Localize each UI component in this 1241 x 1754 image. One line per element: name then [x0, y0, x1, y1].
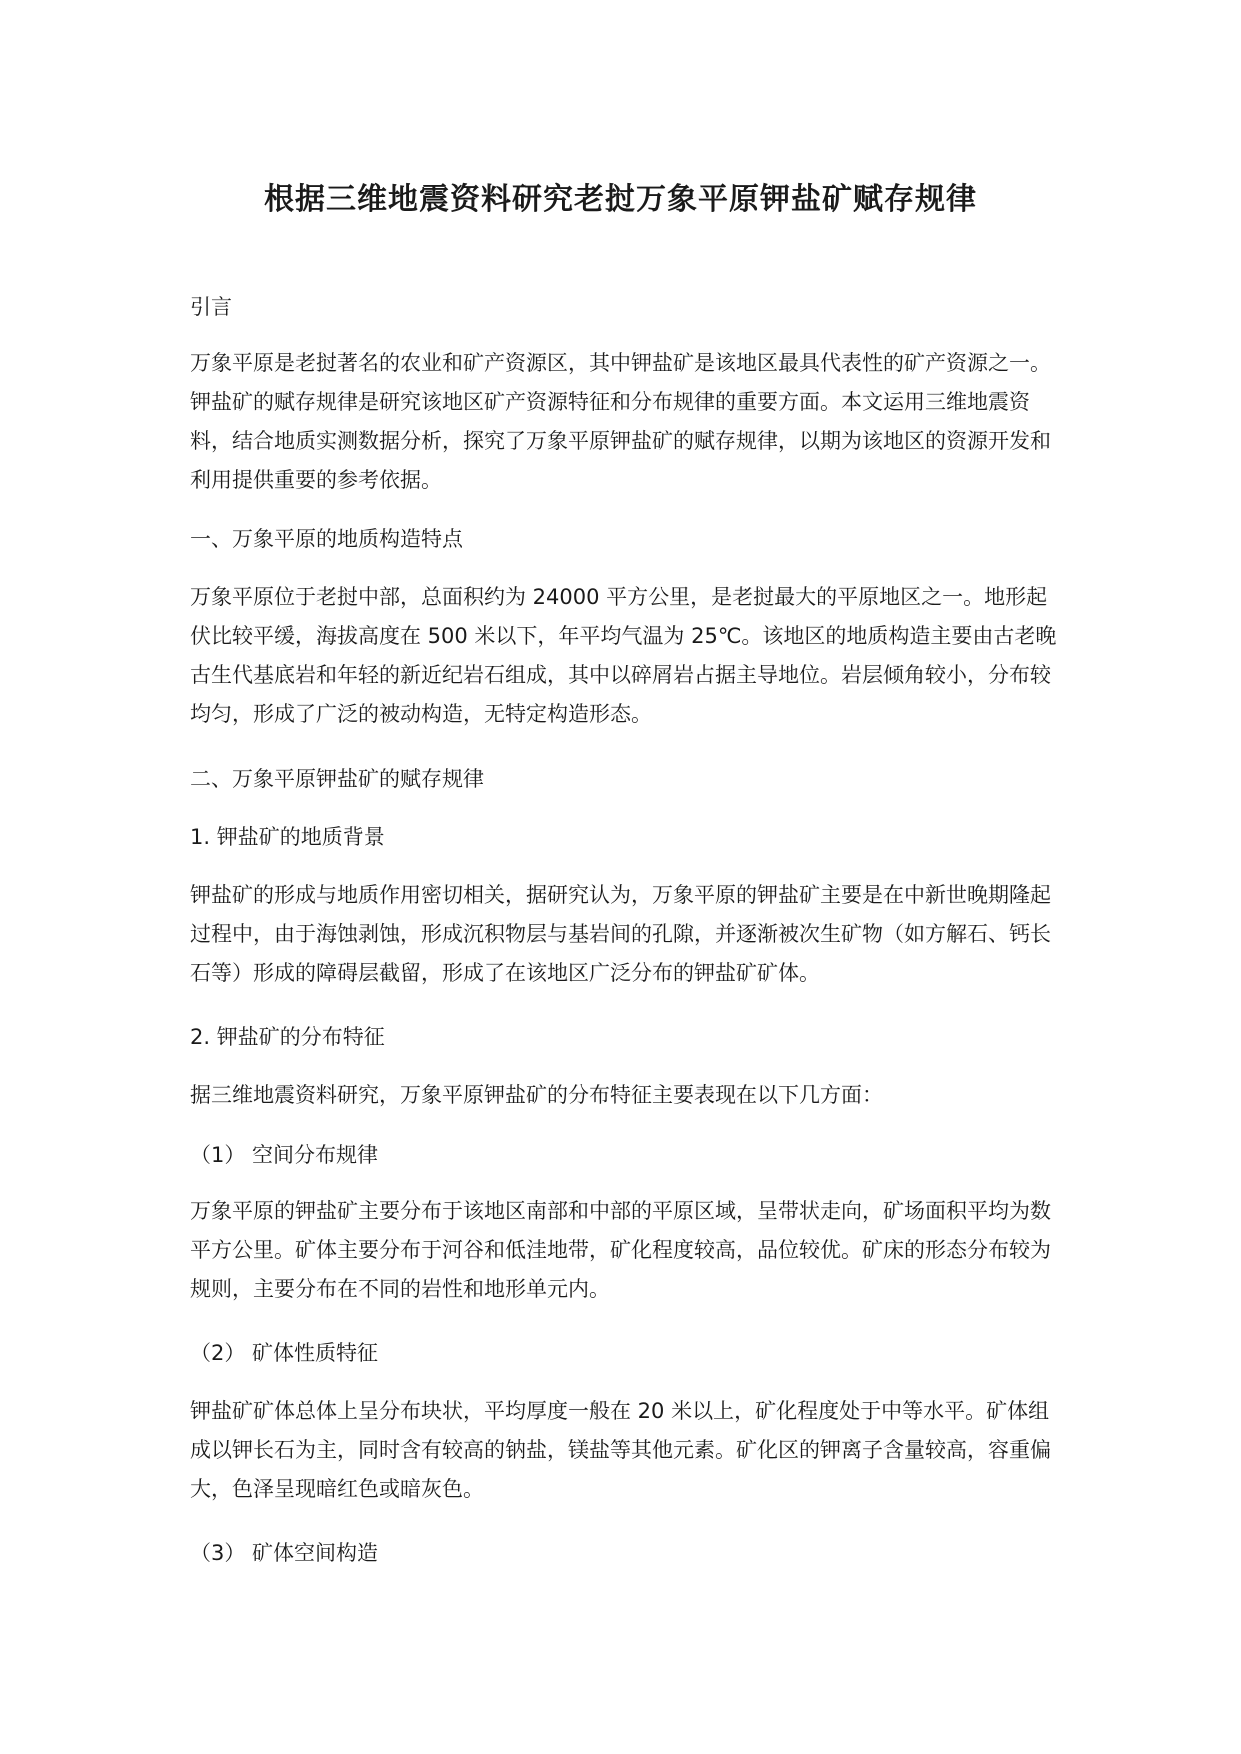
section1-paragraph: 万象平原位于老挝中部，总面积约为 24000 平方公里，是老挝最大的平原地区之一。地形起伏比较平缓，海拔高度在 500 米以下，年平均气温为 25℃。该地区的地质构造主要由古老晚古生代基底岩和年轻的新近纪岩石组成，其中以碎屑岩占据主导地位。岩层倾角较小，分布较均匀，形成了广泛的被动构造，无特定构造形态。 [190, 585, 1057, 726]
subsection1-paragraph: 钾盐矿的形成与地质作用密切相关，据研究认为，万象平原的钾盐矿主要是在中新世晚期隆起过程中，由于海蚀剥蚀，形成沉积物层与基岩间的孔隙，并逐渐被次生矿物（如方解石、钙长石等）形成的障碍层截留，形成了在该地区广泛分布的钾盐矿矿体。 [190, 883, 1051, 985]
intro-paragraph: 万象平原是老挝著名的农业和矿产资源区，其中钾盐矿是该地区最具代表性的矿产资源之一。钾盐矿的赋存规律是研究该地区矿产资源特征和分布规律的重要方面。本文运用三维地震资料，结合地质实测数据分析，探究了万象平原钾盐矿的赋存规律，以期为该地区的资源开发和利用提供重要的参考依据。 [190, 351, 1051, 492]
document-title: 根据三维地震资料研究老挝万象平原钾盐矿赋存规律 [264, 182, 977, 217]
section2-heading: 二、万象平原钾盐矿的赋存规律 [190, 767, 484, 791]
intro-heading: 引言 [190, 295, 232, 319]
item1-heading: （1） 空间分布规律 [190, 1143, 379, 1167]
subsection2-heading: 2. 钾盐矿的分布特征 [190, 1025, 385, 1049]
item2-heading: （2） 矿体性质特征 [190, 1341, 379, 1365]
item1-paragraph: 万象平原的钾盐矿主要分布于该地区南部和中部的平原区域，呈带状走向，矿场面积平均为数平方公里。矿体主要分布于河谷和低洼地带，矿化程度较高，品位较优。矿床的形态分布较为规则，主要分布在不同的岩性和地形单元内。 [190, 1199, 1051, 1301]
subsection1-heading: 1. 钾盐矿的地质背景 [190, 825, 385, 849]
section1-heading: 一、万象平原的地质构造特点 [190, 527, 463, 551]
item2-paragraph: 钾盐矿矿体总体上呈分布块状，平均厚度一般在 20 米以上，矿化程度处于中等水平。矿体组成以钾长石为主，同时含有较高的钠盐，镁盐等其他元素。矿化区的钾离子含量较高，容重偏大，色泽呈现暗红色或暗灰色。 [190, 1399, 1051, 1501]
subsection2-paragraph: 据三维地震资料研究，万象平原钾盐矿的分布特征主要表现在以下几方面： [190, 1083, 883, 1107]
item3-heading: （3） 矿体空间构造 [190, 1541, 379, 1565]
